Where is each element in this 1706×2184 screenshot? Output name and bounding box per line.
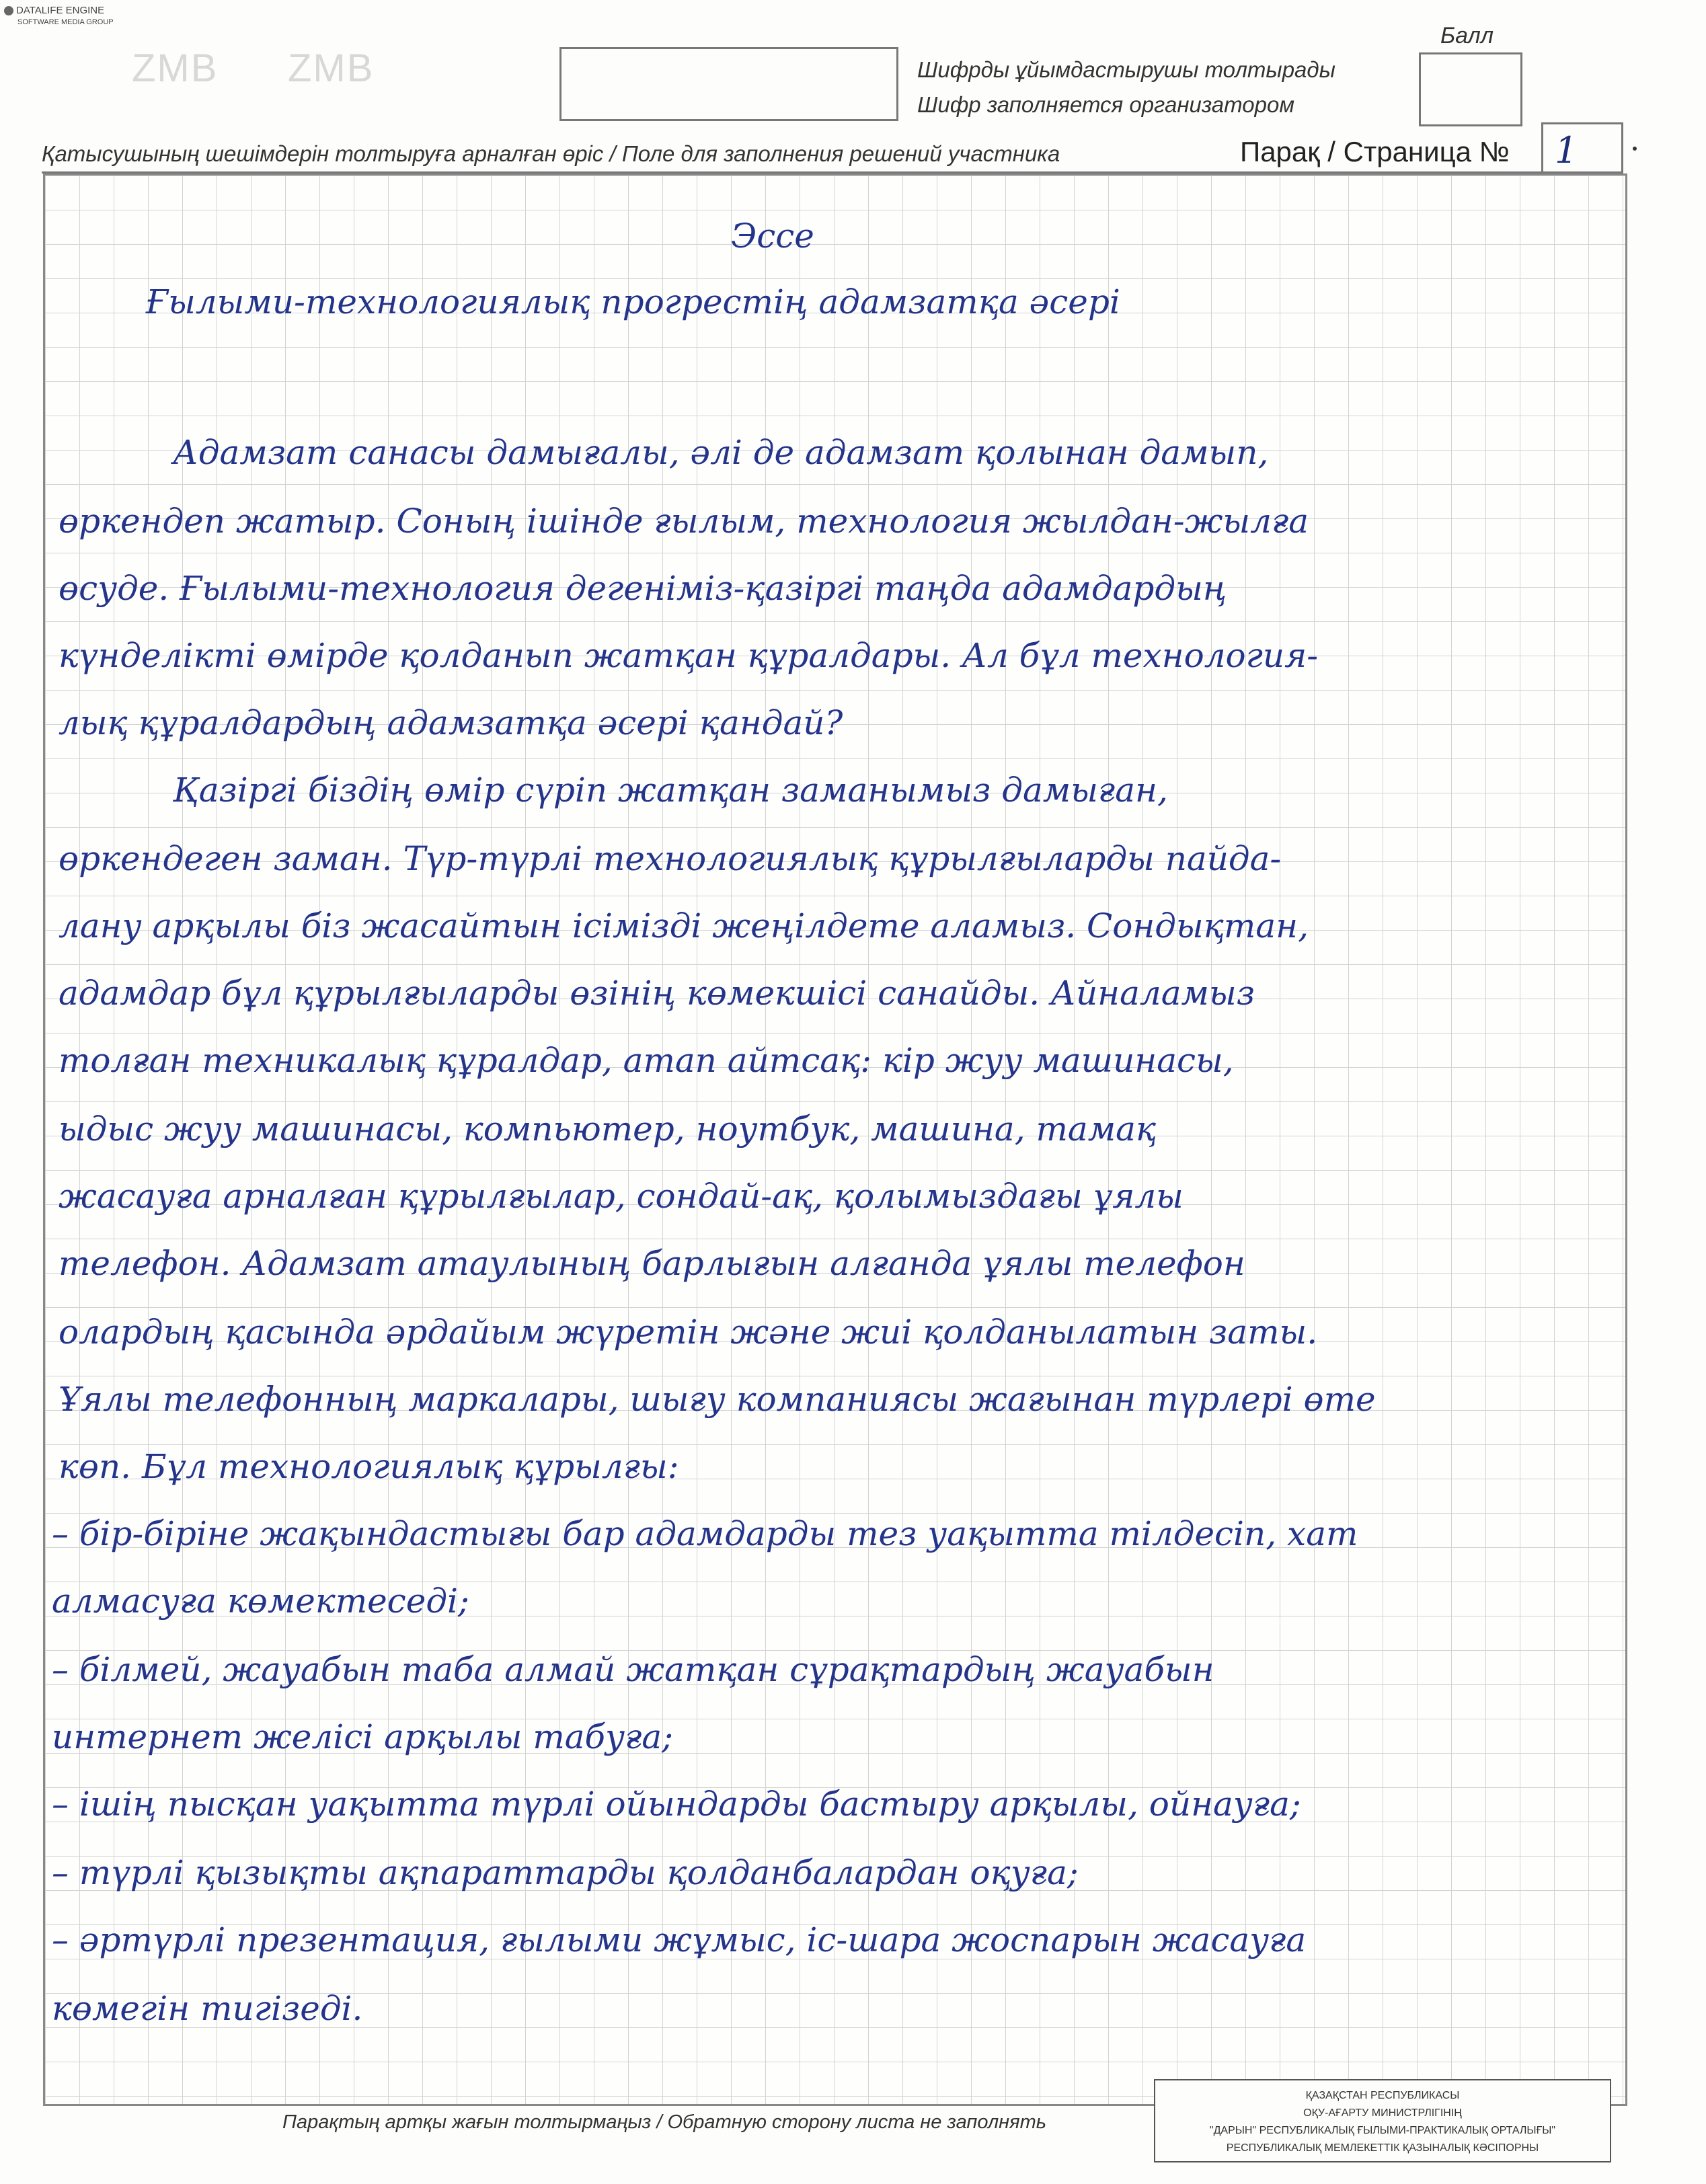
stamp-line: "ДАРЫН" РЕСПУБЛИКАЛЫҚ ҒЫЛЫМИ-ПРАКТИКАЛЫҚ ОРТАЛЫҒЫ" xyxy=(1209,2125,1556,2136)
essay-line: телефон. Адамзат атаулының барлығын алғанда ұялы телефон xyxy=(59,1244,1245,1283)
page-dot xyxy=(1633,147,1637,151)
cipher-input-box xyxy=(559,47,898,121)
page-number-box xyxy=(1541,122,1623,176)
watermark-line1: DATALIFE ENGINE xyxy=(16,5,105,16)
essay-line: толған техникалық құралдар, атап айтсақ: кір жуу машинасы, xyxy=(59,1041,1234,1080)
essay-line: Ұялы телефонның маркалары, шығу компаниясы жағынан түрлері өте xyxy=(59,1380,1376,1419)
essay-line: жасауға арналған құрылғылар, сондай-ақ, қолымыздағы ұялы xyxy=(59,1177,1184,1216)
essay-line: күнделікті өмірде қолданып жатқан құралдары. Ал бұл технология- xyxy=(59,636,1319,675)
essay-line: өркендеген заман. Түр-түрлі технологиялық құрылғыларды пайда- xyxy=(59,839,1282,878)
essay-line: – білмей, жауабын таба алмай жатқан сұрақтардың жауабын xyxy=(52,1650,1214,1689)
essay-line: – бір-біріне жақындастығы бар адамдарды тез уақытта тілдесіп, хат xyxy=(52,1514,1358,1553)
stamp-line: ҚАЗАҚСТАН РЕСПУБЛИКАСЫ xyxy=(1305,2090,1460,2101)
essay-line: Қазіргі біздің өмір сүріп жатқан заманымыз дамыған, xyxy=(173,771,1168,810)
cipher-instructions xyxy=(917,52,1335,122)
page-label: Парақ / Страница № xyxy=(1240,136,1510,167)
essay-line: олардың қасында әрдайым жүретін және жиі қолданылатын заты. xyxy=(59,1313,1318,1352)
answer-grid xyxy=(43,173,1627,2106)
cipher-line-kz: Шифрды ұйымдастырушы толтырады xyxy=(917,57,1335,82)
page-number: 1 xyxy=(1555,129,1578,171)
essay-line: лық құралдардың адамзатқа әсері қандай? xyxy=(59,703,843,742)
essay-line: адамдар бұл құрылғыларды өзінің көмекшісі санайды. Айналамыз xyxy=(59,974,1255,1013)
essay-line: – әртүрлі презентация, ғылыми жұмыс, іс-шара жоспарын жасауға xyxy=(52,1920,1307,1959)
watermark-logo xyxy=(4,5,206,32)
essay-line: интернет желісі арқылы табуға; xyxy=(52,1717,673,1756)
essay-title: Эссе xyxy=(731,217,814,256)
essay-line: өсуде. Ғылыми-технология дегеніміз-қазіргі таңда адамдардың xyxy=(59,569,1227,608)
stamp-line: ОҚУ-АҒАРТУ МИНИСТРЛІГІНІҢ xyxy=(1303,2107,1462,2119)
essay-line: Адамзат санасы дамығалы, әлі де адамзат қолынан дамып, xyxy=(173,433,1269,472)
essay-line: өркендеп жатыр. Соның ішінде ғылым, технология жылдан-жылға xyxy=(59,502,1309,541)
watermark-line2: SOFTWARE MEDIA GROUP xyxy=(17,18,114,26)
essay-subtitle: Ғылыми-технологиялық прогрестің адамзатқа әсері xyxy=(146,282,1120,321)
zmb-mark-1: ZMB xyxy=(132,46,219,90)
essay-line: – ішің пысқан уақытта түрлі ойындарды бастыру арқылы, ойнауға; xyxy=(52,1785,1301,1824)
essay-line: көп. Бұл технологиялық құрылғы: xyxy=(59,1447,679,1486)
essay-line: – түрлі қызықты ақпараттарды қолданбалардан оқуға; xyxy=(52,1853,1079,1892)
score-label: Балл xyxy=(1440,23,1494,48)
answer-field-title: Қатысушының шешімдерін толтыруға арналған өріс / Поле для заполнения решений участника xyxy=(42,141,1060,166)
essay-line: ыдыс жуу машинасы, компьютер, ноутбук, машина, тамақ xyxy=(59,1109,1157,1148)
zmb-mark-2: ZMB xyxy=(288,46,375,90)
stamp-line: РЕСПУБЛИКАЛЫҚ МЕМЛЕКЕТТІК ҚАЗЫНАЛЫҚ КӘСІПОРНЫ xyxy=(1226,2142,1539,2154)
footer-note: Парақтың артқы жағын толтырмаңыз / Обратную сторону листа не заполнять xyxy=(282,2111,1047,2133)
score-box xyxy=(1419,52,1522,126)
cipher-line-ru: Шифр заполняется организатором xyxy=(917,92,1294,117)
essay-line: алмасуға көмектеседі; xyxy=(52,1582,469,1621)
essay-line: лану арқылы біз жасайтын ісімізді жеңілдете аламыз. Сондықтан, xyxy=(59,906,1309,945)
essay-line: көмегін тигізеді. xyxy=(52,1989,363,2028)
watermark-logo-icon xyxy=(4,6,13,15)
organization-stamp xyxy=(1154,2079,1611,2162)
